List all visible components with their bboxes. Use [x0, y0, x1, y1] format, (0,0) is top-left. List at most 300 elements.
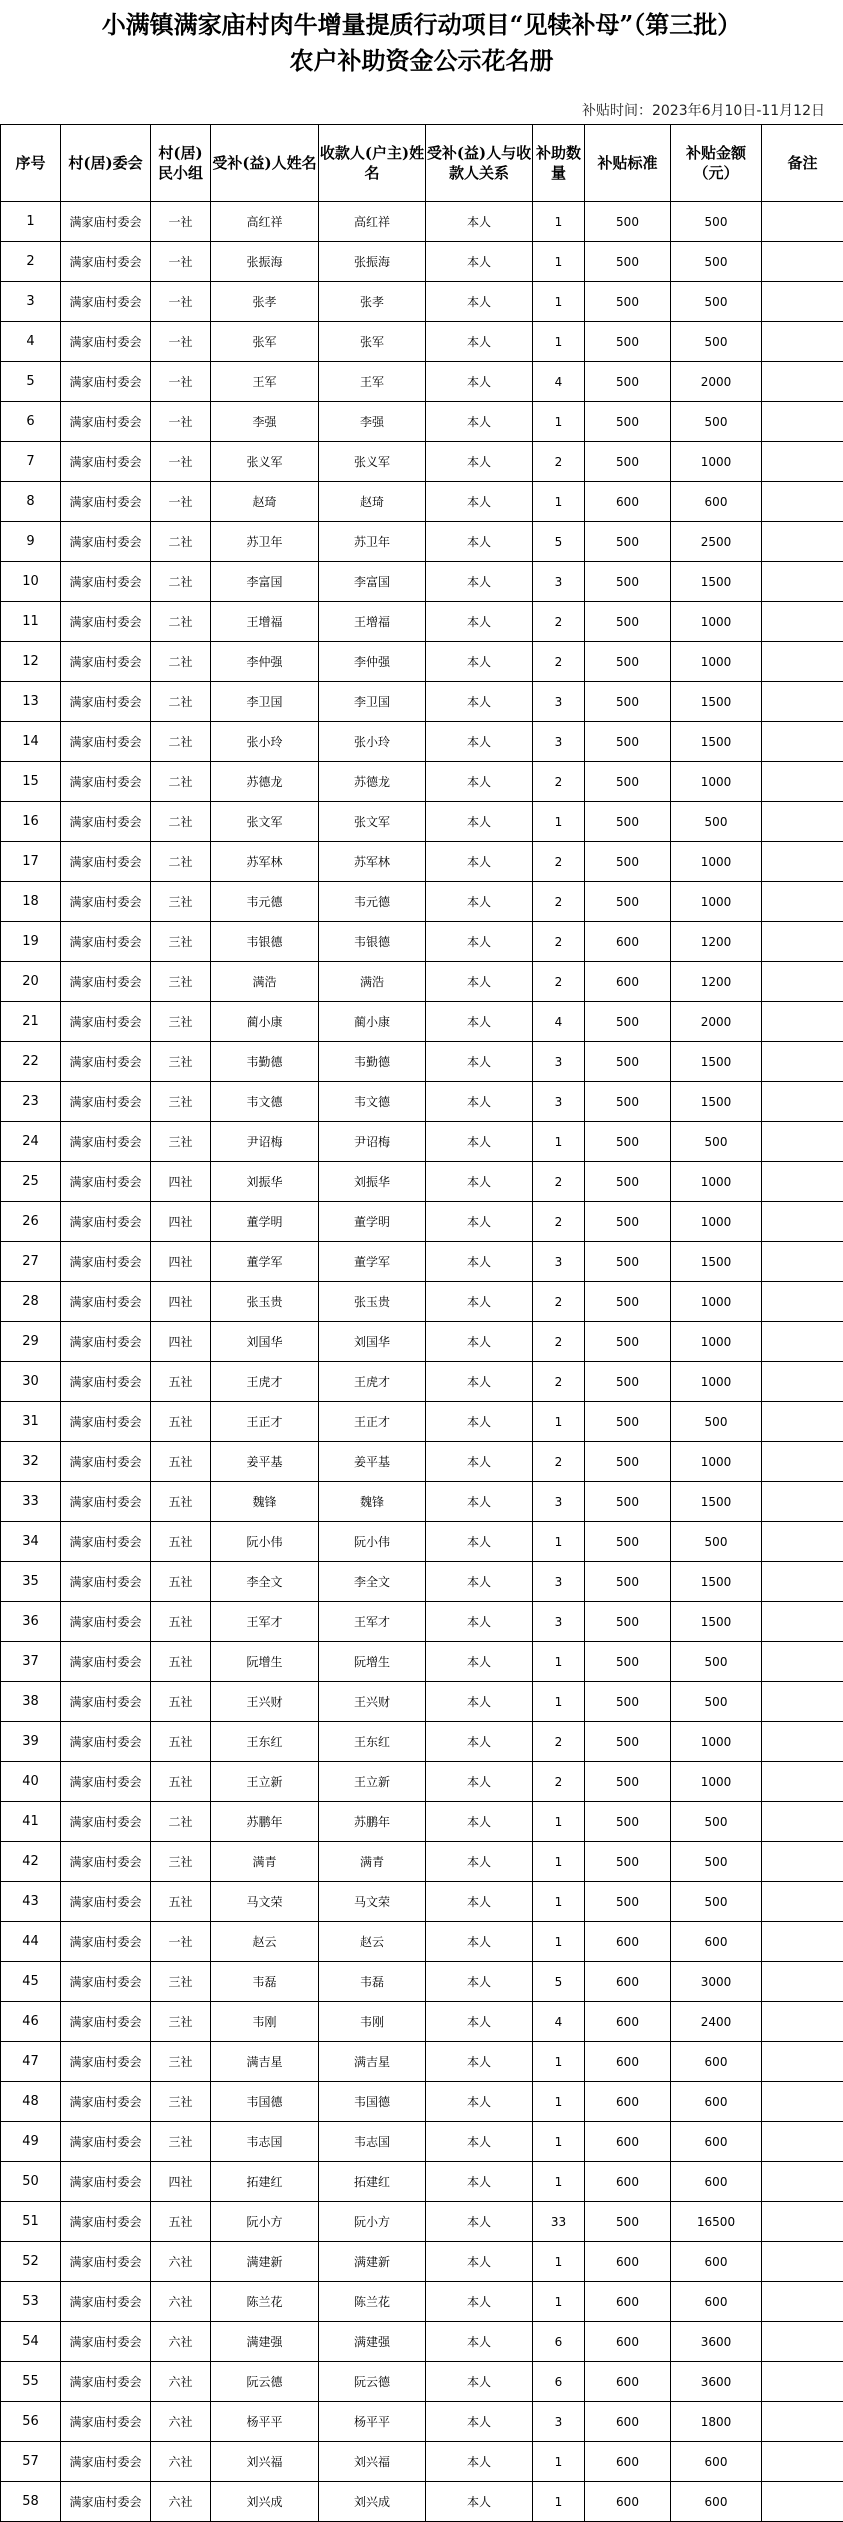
table-row — [1, 2482, 843, 2522]
cell-relation: 本人 — [426, 2162, 533, 2202]
cell-group: 四社 — [151, 2162, 211, 2202]
cell-remarks — [762, 602, 843, 642]
cell-relation: 本人 — [426, 602, 533, 642]
cell-standard: 500 — [585, 1522, 671, 1562]
cell-seq: 35 — [1, 1562, 61, 1602]
cell-payee: 张文军 — [319, 802, 426, 842]
cell-seq: 27 — [1, 1242, 61, 1282]
cell-remarks — [762, 1602, 843, 1642]
cell-group: 四社 — [151, 1282, 211, 1322]
table-row — [1, 642, 843, 682]
cell-beneficiary: 阮小方 — [211, 2202, 319, 2242]
cell-beneficiary: 刘兴成 — [211, 2482, 319, 2522]
cell-group: 四社 — [151, 1322, 211, 1362]
table-row — [1, 322, 843, 362]
cell-standard: 600 — [585, 2482, 671, 2522]
cell-standard: 500 — [585, 1002, 671, 1042]
cell-payee: 魏锋 — [319, 1482, 426, 1522]
table-row — [1, 1682, 843, 1722]
cell-seq: 55 — [1, 2362, 61, 2402]
cell-group: 二社 — [151, 522, 211, 562]
cell-beneficiary: 张振海 — [211, 242, 319, 282]
cell-group: 六社 — [151, 2442, 211, 2482]
cell-seq: 18 — [1, 882, 61, 922]
cell-beneficiary: 张文军 — [211, 802, 319, 842]
cell-relation: 本人 — [426, 1202, 533, 1242]
table-row — [1, 922, 843, 962]
cell-standard: 500 — [585, 2202, 671, 2242]
cell-amount: 500 — [671, 202, 762, 242]
cell-relation: 本人 — [426, 1122, 533, 1162]
cell-group: 三社 — [151, 1042, 211, 1082]
cell-quantity: 1 — [533, 2442, 585, 2482]
cell-beneficiary: 王东红 — [211, 1722, 319, 1762]
cell-seq: 16 — [1, 802, 61, 842]
cell-group: 五社 — [151, 1362, 211, 1402]
cell-payee: 韦国德 — [319, 2082, 426, 2122]
table-row — [1, 1802, 843, 1842]
table-row — [1, 1482, 843, 1522]
cell-payee: 满吉星 — [319, 2042, 426, 2082]
table-row — [1, 1642, 843, 1682]
cell-amount: 2000 — [671, 362, 762, 402]
cell-amount: 500 — [671, 242, 762, 282]
cell-quantity: 2 — [533, 1442, 585, 1482]
cell-seq: 12 — [1, 642, 61, 682]
cell-group: 三社 — [151, 882, 211, 922]
cell-seq: 44 — [1, 1922, 61, 1962]
cell-village-committee: 满家庙村委会 — [61, 2282, 151, 2322]
cell-relation: 本人 — [426, 2442, 533, 2482]
cell-amount: 500 — [671, 402, 762, 442]
cell-remarks — [762, 2162, 843, 2202]
cell-relation: 本人 — [426, 1242, 533, 1282]
cell-beneficiary: 阮增生 — [211, 1642, 319, 1682]
cell-village-committee: 满家庙村委会 — [61, 2322, 151, 2362]
cell-beneficiary: 刘国华 — [211, 1322, 319, 1362]
cell-payee: 苏卫年 — [319, 522, 426, 562]
cell-remarks — [762, 362, 843, 402]
cell-quantity: 1 — [533, 482, 585, 522]
cell-remarks — [762, 1522, 843, 1562]
cell-amount: 1500 — [671, 1242, 762, 1282]
cell-seq: 50 — [1, 2162, 61, 2202]
cell-village-committee: 满家庙村委会 — [61, 1562, 151, 1602]
cell-relation: 本人 — [426, 802, 533, 842]
table-row — [1, 242, 843, 282]
cell-amount: 1500 — [671, 1602, 762, 1642]
cell-quantity: 5 — [533, 522, 585, 562]
cell-beneficiary: 赵琦 — [211, 482, 319, 522]
cell-quantity: 2 — [533, 1282, 585, 1322]
cell-standard: 500 — [585, 322, 671, 362]
cell-village-committee: 满家庙村委会 — [61, 1722, 151, 1762]
cell-village-committee: 满家庙村委会 — [61, 2362, 151, 2402]
cell-seq: 52 — [1, 2242, 61, 2282]
cell-village-committee: 满家庙村委会 — [61, 1202, 151, 1242]
cell-beneficiary: 张孝 — [211, 282, 319, 322]
cell-remarks — [762, 642, 843, 682]
cell-remarks — [762, 842, 843, 882]
cell-payee: 刘振华 — [319, 1162, 426, 1202]
subsidy-roster-table — [0, 124, 843, 2522]
cell-remarks — [762, 1762, 843, 1802]
cell-standard: 600 — [585, 1922, 671, 1962]
cell-quantity: 4 — [533, 362, 585, 402]
cell-payee: 韦勤德 — [319, 1042, 426, 1082]
cell-quantity: 1 — [533, 202, 585, 242]
cell-village-committee: 满家庙村委会 — [61, 1042, 151, 1082]
cell-beneficiary: 满建强 — [211, 2322, 319, 2362]
cell-payee: 张军 — [319, 322, 426, 362]
cell-remarks — [762, 1922, 843, 1962]
cell-village-committee: 满家庙村委会 — [61, 2202, 151, 2242]
cell-group: 五社 — [151, 1402, 211, 1442]
cell-remarks — [762, 682, 843, 722]
cell-standard: 500 — [585, 562, 671, 602]
cell-relation: 本人 — [426, 882, 533, 922]
cell-village-committee: 满家庙村委会 — [61, 442, 151, 482]
cell-standard: 500 — [585, 362, 671, 402]
cell-seq: 22 — [1, 1042, 61, 1082]
table-row — [1, 1922, 843, 1962]
cell-seq: 9 — [1, 522, 61, 562]
cell-amount: 2000 — [671, 1002, 762, 1042]
cell-beneficiary: 拓建红 — [211, 2162, 319, 2202]
table-row — [1, 1882, 843, 1922]
cell-amount: 500 — [671, 1682, 762, 1722]
cell-relation: 本人 — [426, 322, 533, 362]
cell-group: 五社 — [151, 1602, 211, 1642]
cell-beneficiary: 苏鹏年 — [211, 1802, 319, 1842]
cell-relation: 本人 — [426, 1322, 533, 1362]
cell-amount: 500 — [671, 282, 762, 322]
cell-group: 一社 — [151, 1922, 211, 1962]
cell-amount: 500 — [671, 1882, 762, 1922]
cell-remarks — [762, 1962, 843, 2002]
cell-beneficiary: 张玉贵 — [211, 1282, 319, 1322]
cell-remarks — [762, 2082, 843, 2122]
cell-seq: 38 — [1, 1682, 61, 1722]
cell-relation: 本人 — [426, 762, 533, 802]
cell-payee: 赵琦 — [319, 482, 426, 522]
cell-group: 三社 — [151, 2082, 211, 2122]
cell-remarks — [762, 402, 843, 442]
cell-relation: 本人 — [426, 922, 533, 962]
cell-village-committee: 满家庙村委会 — [61, 722, 151, 762]
cell-relation: 本人 — [426, 562, 533, 602]
cell-quantity: 2 — [533, 442, 585, 482]
cell-village-committee: 满家庙村委会 — [61, 562, 151, 602]
cell-payee: 姜平基 — [319, 1442, 426, 1482]
cell-remarks — [762, 2242, 843, 2282]
cell-payee: 杨平平 — [319, 2402, 426, 2442]
cell-seq: 10 — [1, 562, 61, 602]
table-row — [1, 202, 843, 242]
table-row — [1, 362, 843, 402]
table-row — [1, 2202, 843, 2242]
cell-beneficiary: 王军 — [211, 362, 319, 402]
cell-payee: 苏军林 — [319, 842, 426, 882]
cell-seq: 25 — [1, 1162, 61, 1202]
cell-standard: 500 — [585, 1162, 671, 1202]
cell-remarks — [762, 1002, 843, 1042]
table-row — [1, 482, 843, 522]
cell-village-committee: 满家庙村委会 — [61, 2482, 151, 2522]
table-row — [1, 402, 843, 442]
cell-amount: 600 — [671, 2242, 762, 2282]
cell-amount: 500 — [671, 1122, 762, 1162]
cell-beneficiary: 高红祥 — [211, 202, 319, 242]
cell-payee: 王军才 — [319, 1602, 426, 1642]
cell-beneficiary: 满建新 — [211, 2242, 319, 2282]
table-row — [1, 1722, 843, 1762]
cell-quantity: 3 — [533, 1482, 585, 1522]
cell-standard: 500 — [585, 1362, 671, 1402]
cell-group: 三社 — [151, 2042, 211, 2082]
cell-standard: 500 — [585, 722, 671, 762]
cell-village-committee: 满家庙村委会 — [61, 2042, 151, 2082]
table-row — [1, 2362, 843, 2402]
cell-seq: 17 — [1, 842, 61, 882]
cell-seq: 31 — [1, 1402, 61, 1442]
cell-seq: 43 — [1, 1882, 61, 1922]
header-standard: 补贴标准 — [585, 125, 671, 202]
cell-standard: 500 — [585, 1322, 671, 1362]
title-line-1: 小满镇满家庙村肉牛增量提质行动项目“见犊补母”（第三批） — [0, 8, 843, 42]
cell-amount: 1500 — [671, 1042, 762, 1082]
cell-seq: 51 — [1, 2202, 61, 2242]
cell-beneficiary: 董学军 — [211, 1242, 319, 1282]
cell-payee: 阮云德 — [319, 2362, 426, 2402]
cell-standard: 500 — [585, 1802, 671, 1842]
cell-quantity: 1 — [533, 322, 585, 362]
cell-quantity: 1 — [533, 1922, 585, 1962]
cell-remarks — [762, 202, 843, 242]
table-row — [1, 1322, 843, 1362]
cell-group: 五社 — [151, 1442, 211, 1482]
cell-relation: 本人 — [426, 2202, 533, 2242]
cell-remarks — [762, 1082, 843, 1122]
table-row — [1, 1762, 843, 1802]
cell-payee: 张小玲 — [319, 722, 426, 762]
cell-payee: 王虎才 — [319, 1362, 426, 1402]
header-village-committee: 村(居)委会 — [61, 125, 151, 202]
cell-village-committee: 满家庙村委会 — [61, 1922, 151, 1962]
cell-remarks — [762, 2282, 843, 2322]
cell-standard: 500 — [585, 882, 671, 922]
cell-payee: 李仲强 — [319, 642, 426, 682]
cell-group: 三社 — [151, 1962, 211, 2002]
cell-relation: 本人 — [426, 1362, 533, 1402]
cell-amount: 600 — [671, 2122, 762, 2162]
cell-relation: 本人 — [426, 1602, 533, 1642]
header-remarks: 备注 — [762, 125, 843, 202]
cell-seq: 20 — [1, 962, 61, 1002]
cell-remarks — [762, 1442, 843, 1482]
cell-quantity: 33 — [533, 2202, 585, 2242]
cell-relation: 本人 — [426, 722, 533, 762]
cell-beneficiary: 李卫国 — [211, 682, 319, 722]
cell-group: 一社 — [151, 282, 211, 322]
cell-group: 三社 — [151, 1002, 211, 1042]
cell-seq: 39 — [1, 1722, 61, 1762]
cell-beneficiary: 李仲强 — [211, 642, 319, 682]
cell-remarks — [762, 1122, 843, 1162]
cell-amount: 600 — [671, 2482, 762, 2522]
cell-group: 二社 — [151, 642, 211, 682]
cell-seq: 56 — [1, 2402, 61, 2442]
cell-group: 二社 — [151, 802, 211, 842]
cell-relation: 本人 — [426, 362, 533, 402]
cell-remarks — [762, 1162, 843, 1202]
cell-quantity: 3 — [533, 1602, 585, 1642]
cell-amount: 1500 — [671, 1082, 762, 1122]
cell-seq: 21 — [1, 1002, 61, 1042]
cell-beneficiary: 魏锋 — [211, 1482, 319, 1522]
cell-beneficiary: 苏军林 — [211, 842, 319, 882]
table-row — [1, 2082, 843, 2122]
cell-seq: 24 — [1, 1122, 61, 1162]
cell-amount: 1800 — [671, 2402, 762, 2442]
cell-quantity: 1 — [533, 2122, 585, 2162]
cell-amount: 1000 — [671, 602, 762, 642]
cell-payee: 马文荣 — [319, 1882, 426, 1922]
cell-beneficiary: 马文荣 — [211, 1882, 319, 1922]
cell-amount: 1000 — [671, 442, 762, 482]
cell-remarks — [762, 2362, 843, 2402]
cell-relation: 本人 — [426, 2322, 533, 2362]
cell-payee: 李强 — [319, 402, 426, 442]
cell-standard: 600 — [585, 2282, 671, 2322]
table-row — [1, 1202, 843, 1242]
cell-village-committee: 满家庙村委会 — [61, 1242, 151, 1282]
cell-standard: 500 — [585, 762, 671, 802]
cell-amount: 600 — [671, 2042, 762, 2082]
cell-standard: 500 — [585, 602, 671, 642]
cell-seq: 46 — [1, 2002, 61, 2042]
cell-group: 五社 — [151, 1722, 211, 1762]
header-amount: 补贴金额（元） — [671, 125, 762, 202]
cell-quantity: 6 — [533, 2362, 585, 2402]
cell-group: 五社 — [151, 1882, 211, 1922]
cell-quantity: 1 — [533, 802, 585, 842]
cell-relation: 本人 — [426, 1722, 533, 1762]
cell-village-committee: 满家庙村委会 — [61, 642, 151, 682]
cell-relation: 本人 — [426, 1482, 533, 1522]
cell-seq: 37 — [1, 1642, 61, 1682]
cell-beneficiary: 王正才 — [211, 1402, 319, 1442]
cell-village-committee: 满家庙村委会 — [61, 922, 151, 962]
cell-relation: 本人 — [426, 1962, 533, 2002]
cell-village-committee: 满家庙村委会 — [61, 1882, 151, 1922]
cell-standard: 500 — [585, 1082, 671, 1122]
cell-standard: 600 — [585, 2162, 671, 2202]
cell-standard: 500 — [585, 1122, 671, 1162]
cell-beneficiary: 满浩 — [211, 962, 319, 1002]
cell-amount: 600 — [671, 2082, 762, 2122]
cell-group: 三社 — [151, 922, 211, 962]
cell-group: 五社 — [151, 1562, 211, 1602]
cell-payee: 王增福 — [319, 602, 426, 642]
cell-seq: 8 — [1, 482, 61, 522]
cell-seq: 54 — [1, 2322, 61, 2362]
cell-seq: 30 — [1, 1362, 61, 1402]
cell-remarks — [762, 1282, 843, 1322]
cell-village-committee: 满家庙村委会 — [61, 2242, 151, 2282]
cell-remarks — [762, 2202, 843, 2242]
cell-relation: 本人 — [426, 1282, 533, 1322]
cell-group: 一社 — [151, 202, 211, 242]
cell-beneficiary: 尹诏梅 — [211, 1122, 319, 1162]
cell-amount: 600 — [671, 1922, 762, 1962]
cell-village-committee: 满家庙村委会 — [61, 962, 151, 1002]
cell-village-committee: 满家庙村委会 — [61, 322, 151, 362]
cell-relation: 本人 — [426, 2122, 533, 2162]
cell-amount: 500 — [671, 1642, 762, 1682]
cell-amount: 1000 — [671, 1282, 762, 1322]
cell-amount: 1500 — [671, 1562, 762, 1602]
cell-beneficiary: 韦勤德 — [211, 1042, 319, 1082]
cell-village-committee: 满家庙村委会 — [61, 1962, 151, 2002]
table-row — [1, 1282, 843, 1322]
subsidy-period: 补贴时间：2023年6月10日-11月12日 — [582, 100, 825, 120]
cell-group: 三社 — [151, 962, 211, 1002]
cell-quantity: 3 — [533, 2402, 585, 2442]
table-row — [1, 722, 843, 762]
cell-standard: 500 — [585, 1282, 671, 1322]
cell-group: 三社 — [151, 1122, 211, 1162]
table-row — [1, 2242, 843, 2282]
cell-payee: 苏德龙 — [319, 762, 426, 802]
cell-quantity: 2 — [533, 882, 585, 922]
cell-relation: 本人 — [426, 1682, 533, 1722]
cell-group: 二社 — [151, 842, 211, 882]
cell-payee: 刘兴福 — [319, 2442, 426, 2482]
cell-payee: 苏鹏年 — [319, 1802, 426, 1842]
cell-standard: 600 — [585, 2042, 671, 2082]
table-row — [1, 682, 843, 722]
cell-group: 六社 — [151, 2402, 211, 2442]
cell-group: 六社 — [151, 2362, 211, 2402]
cell-beneficiary: 蔺小康 — [211, 1002, 319, 1042]
cell-relation: 本人 — [426, 642, 533, 682]
cell-beneficiary: 韦志国 — [211, 2122, 319, 2162]
table-row — [1, 602, 843, 642]
cell-beneficiary: 韦磊 — [211, 1962, 319, 2002]
cell-remarks — [762, 2482, 843, 2522]
cell-relation: 本人 — [426, 1042, 533, 1082]
cell-remarks — [762, 922, 843, 962]
cell-remarks — [762, 522, 843, 562]
header-seq: 序号 — [1, 125, 61, 202]
cell-quantity: 1 — [533, 1402, 585, 1442]
cell-relation: 本人 — [426, 522, 533, 562]
cell-amount: 1000 — [671, 762, 762, 802]
cell-standard: 500 — [585, 1642, 671, 1682]
table-row — [1, 882, 843, 922]
cell-payee: 满建新 — [319, 2242, 426, 2282]
cell-quantity: 3 — [533, 682, 585, 722]
cell-remarks — [762, 1682, 843, 1722]
cell-quantity: 3 — [533, 722, 585, 762]
cell-beneficiary: 张小玲 — [211, 722, 319, 762]
cell-payee: 李富国 — [319, 562, 426, 602]
cell-relation: 本人 — [426, 442, 533, 482]
cell-amount: 1000 — [671, 1762, 762, 1802]
cell-payee: 董学明 — [319, 1202, 426, 1242]
cell-village-committee: 满家庙村委会 — [61, 2002, 151, 2042]
